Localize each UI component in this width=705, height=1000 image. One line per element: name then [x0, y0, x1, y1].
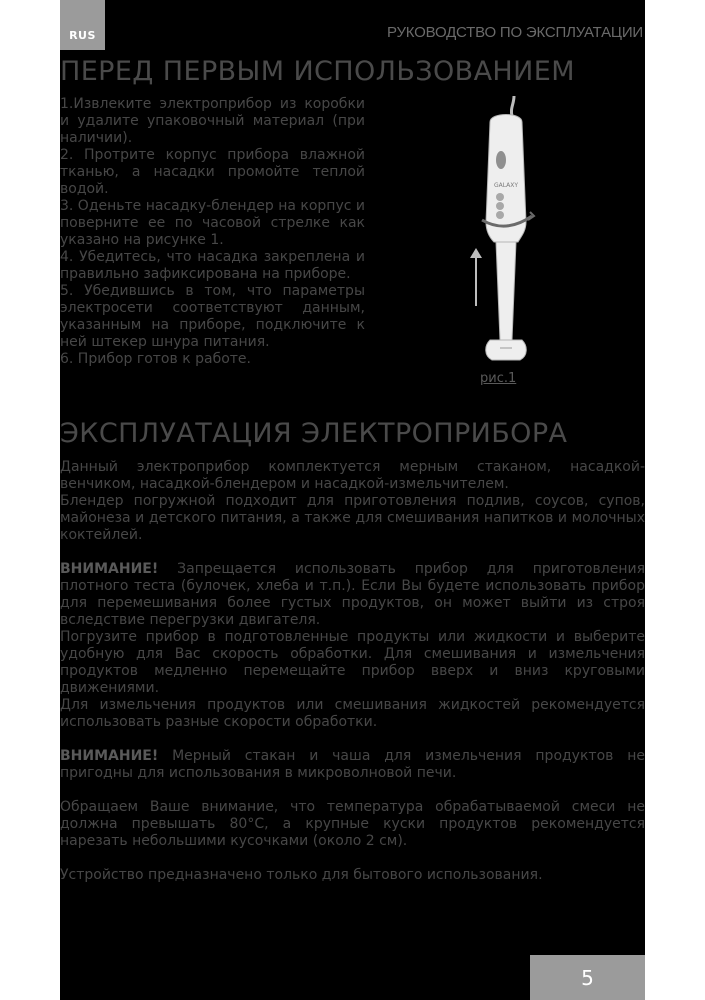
paragraph: Обращаем Ваше внимание, что температура обрабатываемой смеси не должна превышать 80°С, а крупные куски продуктов рекомендуется нарезать небольшими кусочками (около 2 см).: [60, 799, 645, 849]
header-title: РУКОВОДСТВО ПО ЭКСПЛУАТАЦИИ: [387, 24, 643, 41]
step-item: 5. Убедившись в том, что параметры электросети соответствуют данным, указанным на приборе, подключите к ней штекер шнура питания.: [60, 283, 365, 350]
warning-text: Запрещается использовать прибор для приготовления плотного теста (булочек, хлеба и т.п.). Если Вы будете использовать прибор для перемешивания более густых продуктов, он может выйти из строя вследствие перегрузки двигателя.: [60, 561, 645, 628]
paragraph: Погрузите прибор в подготовленные продукты или жидкости и выберите удобную для Вас скорость обработки. Для смешивания и измельчения продуктов медленно перемещайте прибор вверх и вниз круговыми движениями.: [60, 629, 645, 696]
section-title-before-first-use: ПЕРЕД ПЕРВЫМ ИСПОЛЬЗОВАНИЕМ: [60, 56, 575, 87]
warning-paragraph: [60, 561, 645, 629]
paragraph: Для измельчения продуктов или смешивания жидкостей рекомендуется использовать разные скорости обработки.: [60, 697, 645, 730]
figure-caption: рис.1: [480, 371, 517, 386]
paragraph: Данный электроприбор комплектуется мерным стаканом, насадкой-венчиком, насадкой-блендером и насадкой-измельчителем.: [60, 459, 645, 492]
warning-text: Мерный стакан и чаша для измельчения продуктов не пригодны для использования в микроволновой печи.: [60, 748, 645, 781]
hand-blender-illustration: [460, 92, 550, 392]
warning-label: ВНИМАНИЕ!: [60, 748, 159, 764]
manual-page: [60, 0, 645, 1000]
paragraph: Устройство предназначено только для бытового использования.: [60, 867, 543, 883]
language-badge: RUS: [60, 0, 105, 50]
section-title-operation: ЭКСПЛУАТАЦИЯ ЭЛЕКТРОПРИБОРА: [60, 418, 568, 449]
paragraph: Блендер погружной подходит для приготовления подлив, соусов, супов, майонеза и детского питания, а также для смешивания напитков и молочных коктейлей.: [60, 493, 645, 543]
step-item: 6. Прибор готов к работе.: [60, 351, 251, 367]
step-item: 1.Извлеките электроприбор из коробки и удалите упаковочный материал (при наличии).: [60, 96, 365, 146]
page-number: 5: [530, 955, 645, 1000]
step-item: 4. Убедитесь, что насадка закреплена и правильно зафиксирована на приборе.: [60, 249, 365, 282]
step-item: 3. Оденьте насадку-блендер на корпус и поверните ее по часовой стрелке как указано на рисунке 1.: [60, 198, 365, 248]
step-item: 2. Протрите корпус прибора влажной тканью, а насадки промойте теплой водой.: [60, 147, 365, 197]
steps-list: [60, 96, 365, 368]
warning-label: ВНИМАНИЕ!: [60, 561, 159, 577]
operation-text: [60, 459, 645, 884]
brand-logo: GALAXY: [493, 182, 519, 189]
warning-paragraph: [60, 748, 645, 782]
